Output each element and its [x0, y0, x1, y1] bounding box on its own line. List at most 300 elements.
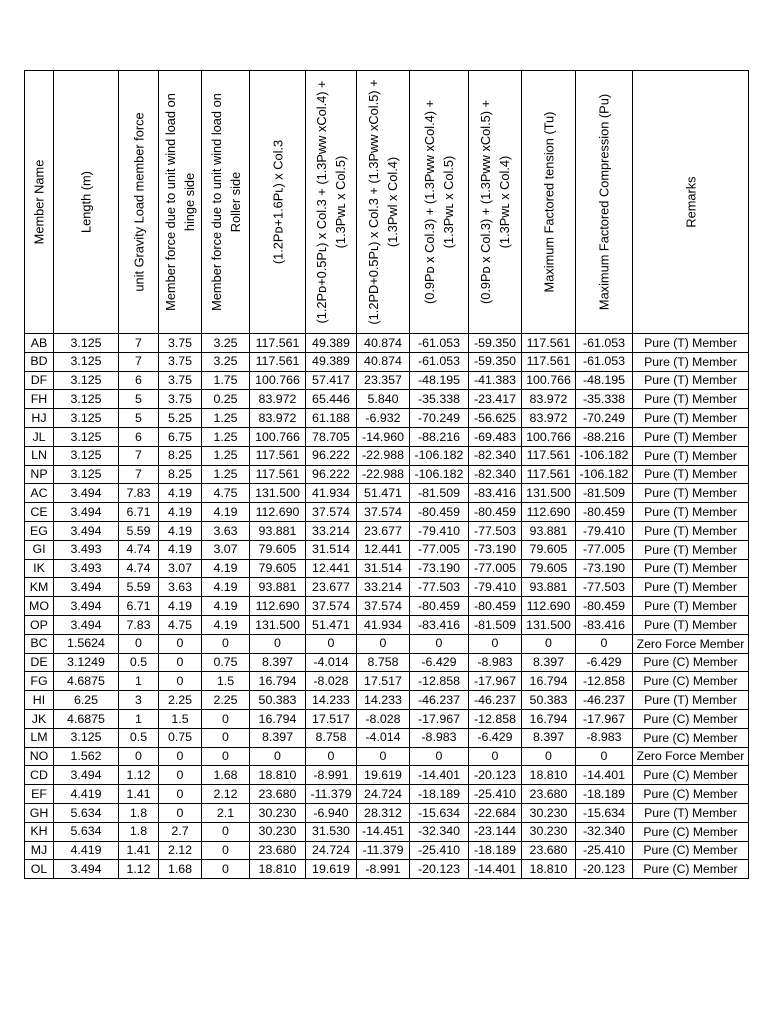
table-cell: 3.63	[202, 521, 250, 540]
table-cell: 0	[202, 634, 250, 653]
table-cell: 51.471	[306, 615, 357, 634]
header-combo-5: (0.9Pᴅ x Col.3) + (1.3Pᴡᴡ xCol.5) + (1.3Pᴡʟ x Col.4)	[469, 71, 522, 334]
table-cell: 7	[119, 446, 159, 465]
table-cell: -77.503	[410, 578, 469, 597]
member-name-cell: GI	[25, 540, 54, 559]
table-cell: 3.75	[159, 390, 202, 409]
table-cell: 3.494	[54, 578, 119, 597]
table-cell: 0	[410, 747, 469, 766]
table-cell: 4.19	[202, 615, 250, 634]
table-cell: -61.053	[576, 334, 633, 353]
table-cell: 1.25	[202, 427, 250, 446]
table-cell: -81.509	[469, 615, 522, 634]
remarks-cell: Pure (T) Member	[633, 559, 749, 578]
table-cell: -4.014	[306, 653, 357, 672]
remarks-cell: Pure (T) Member	[633, 521, 749, 540]
table-cell: 5.634	[54, 822, 119, 841]
table-cell: 41.934	[357, 615, 410, 634]
table-cell: 3.494	[54, 521, 119, 540]
table-cell: 3.25	[202, 352, 250, 371]
table-cell: -4.014	[357, 728, 410, 747]
table-cell: -73.190	[410, 559, 469, 578]
table-cell: 100.766	[250, 427, 306, 446]
table-cell: 8.25	[159, 446, 202, 465]
table-cell: 3.494	[54, 503, 119, 522]
table-cell: 16.794	[250, 709, 306, 728]
table-cell: 6.75	[159, 427, 202, 446]
table-cell: -25.410	[576, 841, 633, 860]
table-cell: 23.680	[522, 841, 576, 860]
remarks-cell: Pure (T) Member	[633, 371, 749, 390]
table-cell: 0	[469, 747, 522, 766]
header-combo-4: (0.9Pᴅ x Col.3) + (1.3Pᴡᴡ xCol.4) + (1.3Pᴡʟ x Col.5)	[410, 71, 469, 334]
table-cell: 12.441	[306, 559, 357, 578]
table-cell: -80.459	[576, 503, 633, 522]
table-cell: -48.195	[410, 371, 469, 390]
member-force-table	[24, 70, 749, 879]
table-cell: 5	[119, 390, 159, 409]
member-name-cell: KM	[25, 578, 54, 597]
header-wind-roller: Member force due to unit wind load on Roller side	[202, 71, 250, 334]
table-cell: 96.222	[306, 446, 357, 465]
table-cell: 18.810	[522, 860, 576, 879]
member-name-cell: OL	[25, 860, 54, 879]
table-cell: 0.5	[119, 653, 159, 672]
table-row	[25, 803, 749, 822]
member-name-cell: AC	[25, 484, 54, 503]
table-cell: 83.972	[522, 409, 576, 428]
table-cell: -8.028	[357, 709, 410, 728]
member-name-cell: FG	[25, 672, 54, 691]
table-cell: -12.858	[576, 672, 633, 691]
table-cell: 37.574	[306, 597, 357, 616]
member-name-cell: EF	[25, 785, 54, 804]
table-cell: 0	[159, 634, 202, 653]
table-cell: 28.312	[357, 803, 410, 822]
table-cell: 2.12	[159, 841, 202, 860]
table-cell: 0	[522, 634, 576, 653]
table-cell: -48.195	[576, 371, 633, 390]
table-cell: 0	[357, 634, 410, 653]
table-cell: -77.005	[469, 559, 522, 578]
table-cell: 3.125	[54, 409, 119, 428]
table-row	[25, 559, 749, 578]
table-cell: 117.561	[522, 446, 576, 465]
table-cell: 0	[357, 747, 410, 766]
member-name-cell: DE	[25, 653, 54, 672]
remarks-cell: Pure (C) Member	[633, 785, 749, 804]
remarks-cell: Pure (T) Member	[633, 427, 749, 446]
table-cell: -22.988	[357, 465, 410, 484]
table-cell: -25.410	[469, 785, 522, 804]
table-cell: 0	[159, 653, 202, 672]
table-row	[25, 334, 749, 353]
remarks-cell: Pure (C) Member	[633, 766, 749, 785]
remarks-cell: Pure (T) Member	[633, 597, 749, 616]
table-cell: 79.605	[522, 540, 576, 559]
table-cell: 3.493	[54, 559, 119, 578]
table-row	[25, 766, 749, 785]
table-cell: -69.483	[469, 427, 522, 446]
table-cell: 3.494	[54, 484, 119, 503]
table-row	[25, 503, 749, 522]
table-cell: 19.619	[357, 766, 410, 785]
table-cell: 3.494	[54, 860, 119, 879]
table-cell: 100.766	[522, 371, 576, 390]
table-cell: 4.19	[159, 503, 202, 522]
header-wind-hinge: Member force due to unit wind load on hinge side	[159, 71, 202, 334]
table-cell: 5	[119, 409, 159, 428]
table-cell: -18.189	[576, 785, 633, 804]
table-cell: 23.677	[306, 578, 357, 597]
table-cell: 24.724	[306, 841, 357, 860]
table-cell: 7.83	[119, 615, 159, 634]
table-cell: 49.389	[306, 352, 357, 371]
table-cell: 3.125	[54, 352, 119, 371]
table-cell: 30.230	[522, 803, 576, 822]
table-cell: 3.494	[54, 597, 119, 616]
table-cell: -77.005	[576, 540, 633, 559]
table-cell: 3.1249	[54, 653, 119, 672]
table-cell: -14.401	[469, 860, 522, 879]
remarks-cell: Pure (T) Member	[633, 352, 749, 371]
table-cell: 8.397	[522, 653, 576, 672]
table-cell: -82.340	[469, 465, 522, 484]
table-cell: 33.214	[357, 578, 410, 597]
remarks-cell: Zero Force Member	[633, 747, 749, 766]
table-cell: 8.758	[357, 653, 410, 672]
table-cell: 0	[202, 841, 250, 860]
table-cell: 3.125	[54, 334, 119, 353]
remarks-cell: Pure (C) Member	[633, 822, 749, 841]
table-cell: 7	[119, 334, 159, 353]
table-row	[25, 634, 749, 653]
member-name-cell: KH	[25, 822, 54, 841]
table-cell: 0	[202, 822, 250, 841]
table-cell: 6.71	[119, 597, 159, 616]
table-cell: -18.189	[410, 785, 469, 804]
table-cell: -15.634	[410, 803, 469, 822]
table-cell: -12.858	[469, 709, 522, 728]
remarks-cell: Pure (C) Member	[633, 841, 749, 860]
table-cell: 6	[119, 371, 159, 390]
table-cell: 112.690	[522, 597, 576, 616]
table-cell: 3.125	[54, 390, 119, 409]
table-cell: 1.68	[202, 766, 250, 785]
table-cell: -12.858	[410, 672, 469, 691]
table-cell: -8.991	[306, 766, 357, 785]
table-cell: 8.397	[250, 653, 306, 672]
table-cell: 1.8	[119, 803, 159, 822]
table-row	[25, 597, 749, 616]
table-cell: 3.75	[159, 334, 202, 353]
table-cell: 40.874	[357, 352, 410, 371]
table-cell: 0	[159, 766, 202, 785]
table-cell: 4.19	[202, 597, 250, 616]
table-cell: 112.690	[250, 503, 306, 522]
table-cell: -46.237	[410, 691, 469, 710]
table-cell: -80.459	[410, 503, 469, 522]
table-cell: -14.960	[357, 427, 410, 446]
table-cell: 3.125	[54, 427, 119, 446]
table-cell: -32.340	[410, 822, 469, 841]
table-cell: -46.237	[469, 691, 522, 710]
table-cell: -80.459	[410, 597, 469, 616]
member-name-cell: BC	[25, 634, 54, 653]
member-name-cell: OP	[25, 615, 54, 634]
table-cell: 1.75	[202, 371, 250, 390]
table-cell: 33.214	[306, 521, 357, 540]
table-cell: -106.182	[410, 446, 469, 465]
table-cell: 61.188	[306, 409, 357, 428]
table-cell: 16.794	[522, 672, 576, 691]
table-cell: 117.561	[522, 352, 576, 371]
table-cell: -80.459	[469, 597, 522, 616]
table-cell: 4.6875	[54, 709, 119, 728]
table-cell: 19.619	[306, 860, 357, 879]
table-cell: 1.5	[159, 709, 202, 728]
table-cell: 112.690	[250, 597, 306, 616]
table-cell: 117.561	[250, 446, 306, 465]
table-cell: -6.429	[410, 653, 469, 672]
table-cell: 4.75	[159, 615, 202, 634]
table-cell: 0	[306, 747, 357, 766]
table-cell: 0	[159, 803, 202, 822]
table-cell: -8.028	[306, 672, 357, 691]
table-cell: 51.471	[357, 484, 410, 503]
table-cell: 131.500	[250, 615, 306, 634]
table-cell: 1.12	[119, 860, 159, 879]
table-row	[25, 841, 749, 860]
table-cell: 83.972	[250, 409, 306, 428]
table-cell: 8.758	[306, 728, 357, 747]
table-cell: 117.561	[522, 334, 576, 353]
table-cell: 37.574	[357, 597, 410, 616]
table-cell: 112.690	[522, 503, 576, 522]
table-cell: -79.410	[576, 521, 633, 540]
table-cell: -14.401	[576, 766, 633, 785]
table-cell: 5.59	[119, 578, 159, 597]
table-cell: 6.25	[54, 691, 119, 710]
table-cell: 3.07	[159, 559, 202, 578]
member-name-cell: JK	[25, 709, 54, 728]
table-row	[25, 747, 749, 766]
table-cell: -70.249	[410, 409, 469, 428]
table-cell: -59.350	[469, 334, 522, 353]
table-cell: 0.25	[202, 390, 250, 409]
table-cell: 0	[202, 709, 250, 728]
table-row	[25, 860, 749, 879]
table-cell: 4.19	[159, 540, 202, 559]
member-name-cell: NP	[25, 465, 54, 484]
table-cell: -20.123	[576, 860, 633, 879]
table-cell: -11.379	[306, 785, 357, 804]
table-cell: -22.988	[357, 446, 410, 465]
table-cell: 5.840	[357, 390, 410, 409]
table-cell: -88.216	[576, 427, 633, 446]
table-cell: 16.794	[522, 709, 576, 728]
table-cell: -14.401	[410, 766, 469, 785]
table-cell: 7	[119, 352, 159, 371]
table-cell: 41.934	[306, 484, 357, 503]
table-cell: 5.59	[119, 521, 159, 540]
table-cell: -14.451	[357, 822, 410, 841]
table-cell: 65.446	[306, 390, 357, 409]
table-cell: 3.63	[159, 578, 202, 597]
remarks-cell: Pure (T) Member	[633, 409, 749, 428]
header-max-compression: Maximum Factored Compression (Pu)	[576, 71, 633, 334]
table-row	[25, 371, 749, 390]
header-row	[25, 71, 749, 334]
member-name-cell: NO	[25, 747, 54, 766]
member-name-cell: HJ	[25, 409, 54, 428]
table-cell: 3.75	[159, 352, 202, 371]
member-name-cell: FH	[25, 390, 54, 409]
table-cell: 1.25	[202, 465, 250, 484]
table-cell: 12.441	[357, 540, 410, 559]
table-cell: -106.182	[576, 465, 633, 484]
remarks-cell: Pure (C) Member	[633, 653, 749, 672]
table-cell: 0	[159, 747, 202, 766]
table-cell: 7.83	[119, 484, 159, 503]
table-cell: 17.517	[306, 709, 357, 728]
table-cell: 4.6875	[54, 672, 119, 691]
table-cell: 40.874	[357, 334, 410, 353]
table-cell: 50.383	[250, 691, 306, 710]
table-cell: 93.881	[250, 578, 306, 597]
header-remarks: Remarks	[633, 71, 749, 334]
table-cell: 8.25	[159, 465, 202, 484]
table-cell: -79.410	[469, 578, 522, 597]
table-cell: 4.19	[159, 597, 202, 616]
header-max-tension: Maximum Factored tension (Tu)	[522, 71, 576, 334]
remarks-cell: Zero Force Member	[633, 634, 749, 653]
remarks-cell: Pure (T) Member	[633, 503, 749, 522]
member-name-cell: LM	[25, 728, 54, 747]
table-cell: 30.230	[250, 822, 306, 841]
table-cell: 23.680	[522, 785, 576, 804]
remarks-cell: Pure (T) Member	[633, 615, 749, 634]
table-cell: 1.68	[159, 860, 202, 879]
table-row	[25, 427, 749, 446]
remarks-cell: Pure (C) Member	[633, 672, 749, 691]
table-cell: 131.500	[522, 484, 576, 503]
table-cell: 3.125	[54, 371, 119, 390]
table-cell: 1.12	[119, 766, 159, 785]
table-cell: 3.493	[54, 540, 119, 559]
table-cell: -61.053	[576, 352, 633, 371]
table-cell: 4.74	[119, 540, 159, 559]
table-cell: 4.19	[202, 503, 250, 522]
table-cell: -61.053	[410, 352, 469, 371]
table-cell: 37.574	[357, 503, 410, 522]
member-name-cell: BD	[25, 352, 54, 371]
table-row	[25, 521, 749, 540]
table-row	[25, 409, 749, 428]
table-cell: 3.75	[159, 371, 202, 390]
table-cell: -8.991	[357, 860, 410, 879]
table-cell: 23.357	[357, 371, 410, 390]
remarks-cell: Pure (T) Member	[633, 390, 749, 409]
table-cell: 30.230	[522, 822, 576, 841]
table-cell: 93.881	[522, 578, 576, 597]
table-cell: 4.75	[202, 484, 250, 503]
member-name-cell: DF	[25, 371, 54, 390]
table-row	[25, 352, 749, 371]
remarks-cell: Pure (C) Member	[633, 860, 749, 879]
table-row	[25, 390, 749, 409]
table-cell: 1.25	[202, 409, 250, 428]
table-cell: -18.189	[469, 841, 522, 860]
table-cell: 117.561	[250, 334, 306, 353]
table-cell: -56.625	[469, 409, 522, 428]
table-cell: 8.397	[250, 728, 306, 747]
table-cell: 50.383	[522, 691, 576, 710]
remarks-cell: Pure (T) Member	[633, 578, 749, 597]
table-cell: -73.190	[469, 540, 522, 559]
table-cell: 3.125	[54, 465, 119, 484]
remarks-cell: Pure (T) Member	[633, 484, 749, 503]
table-cell: 6	[119, 427, 159, 446]
table-cell: 1.41	[119, 785, 159, 804]
table-cell: -20.123	[410, 860, 469, 879]
table-cell: 3	[119, 691, 159, 710]
table-cell: -8.983	[469, 653, 522, 672]
table-row	[25, 446, 749, 465]
table-cell: -32.340	[576, 822, 633, 841]
member-name-cell: EG	[25, 521, 54, 540]
table-cell: 4.19	[202, 578, 250, 597]
table-cell: 1.5624	[54, 634, 119, 653]
table-cell: 6.71	[119, 503, 159, 522]
table-cell: 79.605	[522, 559, 576, 578]
table-cell: 31.530	[306, 822, 357, 841]
table-cell: -83.416	[469, 484, 522, 503]
table-cell: 4.419	[54, 841, 119, 860]
table-cell: 83.972	[522, 390, 576, 409]
table-cell: 93.881	[250, 521, 306, 540]
table-cell: 3.494	[54, 615, 119, 634]
table-row	[25, 465, 749, 484]
table-cell: 117.561	[250, 465, 306, 484]
member-name-cell: IK	[25, 559, 54, 578]
table-cell: 0	[202, 860, 250, 879]
table-row	[25, 653, 749, 672]
table-cell: 3.494	[54, 766, 119, 785]
table-cell: 1.562	[54, 747, 119, 766]
table-cell: 23.680	[250, 841, 306, 860]
table-cell: -6.429	[469, 728, 522, 747]
header-combo-2: (1.2Pᴅ+0.5Pʟ) x Col.3 + (1.3Pᴡᴡ xCol.4) + (1.3Pᴡʟ x Col.5)	[306, 71, 357, 334]
table-cell: 0.75	[202, 653, 250, 672]
table-cell: 4.419	[54, 785, 119, 804]
table-cell: -70.249	[576, 409, 633, 428]
table-cell: 0	[576, 747, 633, 766]
table-cell: 1.25	[202, 446, 250, 465]
table-cell: 0	[202, 747, 250, 766]
table-cell: -61.053	[410, 334, 469, 353]
table-cell: 0	[202, 728, 250, 747]
table-cell: 31.514	[306, 540, 357, 559]
table-row	[25, 672, 749, 691]
table-cell: -73.190	[576, 559, 633, 578]
table-cell: -11.379	[357, 841, 410, 860]
table-cell: 100.766	[522, 427, 576, 446]
table-cell: 0	[410, 634, 469, 653]
table-cell: -20.123	[469, 766, 522, 785]
table-cell: 93.881	[522, 521, 576, 540]
table-cell: 0	[469, 634, 522, 653]
